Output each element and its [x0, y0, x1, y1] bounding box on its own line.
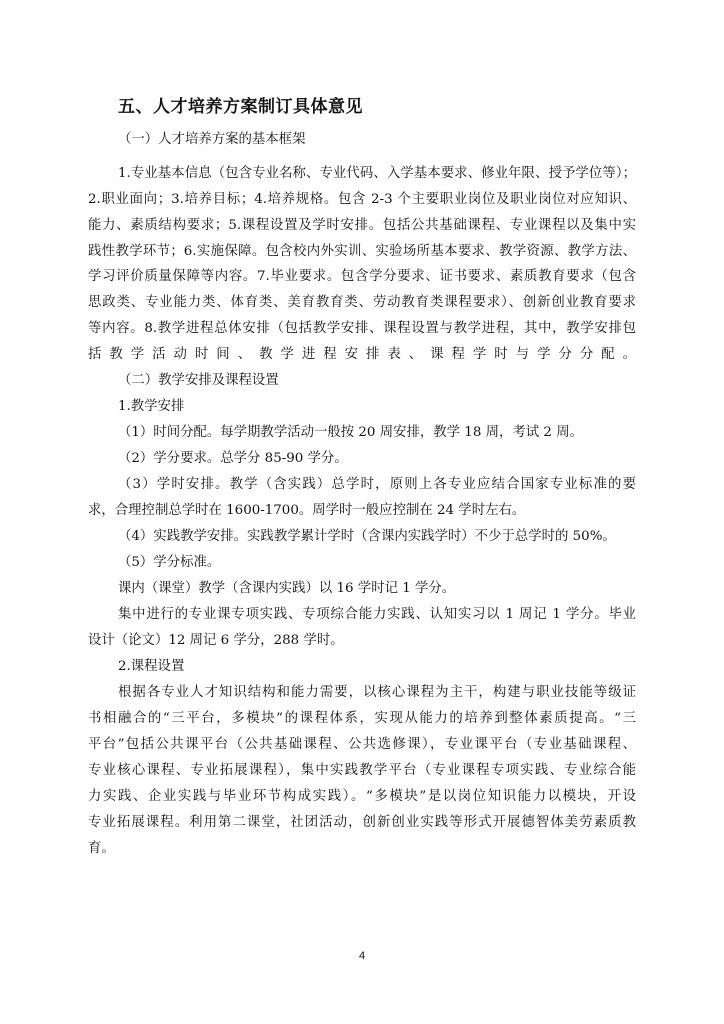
- paragraph-line: 等内容。8.教学进程总体安排（包括教学安排、课程设置与教学进程，其中，教学安排包: [88, 321, 636, 336]
- paragraph-line: 专业核心课程、专业拓展课程），集中实践教学平台（专业课程专项实践、专业综合能: [88, 763, 636, 778]
- paragraph-line: 思政类、专业能力类、体育类、美育教育类、劳动教育类课程要求）、创新创业教育要求: [88, 295, 636, 310]
- hours-arrangement-item: （3）学时安排。教学（含实践）总学时，原则上各专业应结合国家专业标准的要: [118, 477, 636, 492]
- practice-arrangement-item: （4）实践教学安排。实践教学累计学时（含课内实践学时）不少于总学时的 50%。: [118, 529, 616, 544]
- paragraph-line: 学习评价质量保障等内容。7.毕业要求。包含学分要求、证书要求、素质教育要求（包含: [88, 269, 636, 284]
- practice-credit-rule-continued: 设计（论文）12 周记 6 学分，288 学时。: [88, 633, 344, 648]
- credit-requirement-item: （2）学分要求。总学分 85-90 学分。: [118, 451, 348, 466]
- subsection-title-framework: （一）人才培养方案的基本框架: [118, 132, 306, 147]
- paragraph-line: 书相融合的“三平台，多模块”的课程体系，实现从能力的培养到整体素质提高。“三: [88, 711, 636, 726]
- paragraph-line: 1.专业基本信息（包含专业名称、专业代码、入学基本要求、修业年限、授予学位等）；: [118, 166, 636, 181]
- hours-arrangement-item-continued: 求，合理控制总学时在 1600-1700。周学时一般应控制在 24 学时左右。: [88, 503, 526, 518]
- teaching-arrangement-title: 1.教学安排: [118, 399, 185, 414]
- section-heading: 五、人才培养方案制订具体意见: [118, 97, 363, 117]
- subsection-title-teaching: （二）教学安排及课程设置: [118, 373, 279, 388]
- page-number: 4: [358, 950, 366, 962]
- paragraph-line: 能力、素质结构要求；5.课程设置及学时安排。包括公共基础课程、专业课程以及集中实: [88, 218, 636, 233]
- paragraph-line: 践性教学环节；6.实施保障。包含校内外实训、实验场所基本要求、教学资源、教学方法、: [88, 244, 636, 259]
- paragraph-line: 力实践、企业实践与毕业环节构成实践）。“多模块”是以岗位知识能力以模块，开设: [88, 789, 636, 804]
- time-allocation-item: （1）时间分配。每学期教学活动一般按 20 周安排，教学 18 周，考试 2 周。: [118, 425, 583, 440]
- classroom-credit-rule: 课内（课堂）教学（含课内实践）以 16 学时记 1 学分。: [118, 581, 456, 596]
- paragraph-line: 根据各专业人才知识结构和能力需要，以核心课程为主干，构建与职业技能等级证: [118, 685, 636, 700]
- paragraph-line: 育。: [88, 841, 115, 856]
- credit-standard-item: （5）学分标准。: [118, 555, 221, 570]
- practice-credit-rule: 集中进行的专业课专项实践、专项综合能力实践、认知实习以 1 周记 1 学分。毕业: [118, 607, 636, 622]
- paragraph-line: 专业拓展课程。利用第二课堂，社团活动，创新创业实践等形式开展德智体美劳素质教: [88, 815, 636, 830]
- course-setting-title: 2.课程设置: [118, 659, 185, 674]
- paragraph-line: 平台”包括公共课平台（公共基础课程、公共选修课），专业课平台（专业基础课程、: [88, 737, 636, 752]
- paragraph-line: 2.职业面向；3.培养目标；4.培养规格。包含 2-3 个主要职业岗位及职业岗位对应知识、: [88, 192, 636, 207]
- paragraph-line: 括教学活动时间、教学进程安排表、课程学时与学分分配。: [88, 347, 636, 362]
